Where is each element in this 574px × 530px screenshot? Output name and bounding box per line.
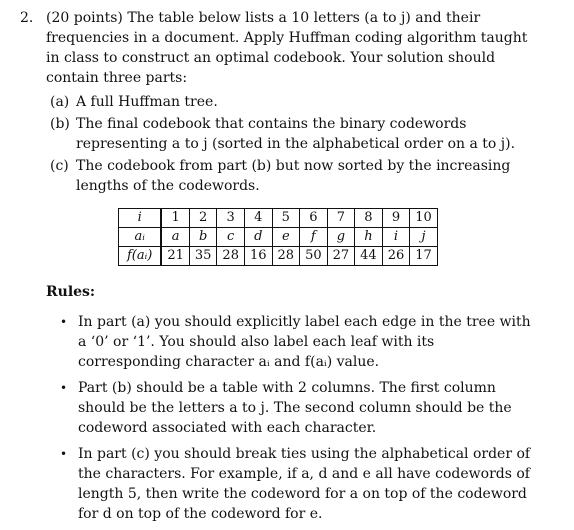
- table-cell: d: [244, 228, 272, 247]
- table-cell: 26: [382, 247, 410, 266]
- table-cell: 6: [300, 209, 328, 228]
- table-cell: 27: [327, 247, 355, 266]
- table-row: [119, 228, 438, 247]
- table-cell: h: [355, 228, 383, 247]
- part-a: [50, 92, 540, 112]
- table-cell: c: [217, 228, 245, 247]
- table-cell: 4: [244, 209, 272, 228]
- part-text: A full Huffman tree.: [76, 94, 218, 110]
- table-cell: 1: [161, 209, 189, 228]
- bullet-icon: •: [60, 447, 68, 461]
- table-cell: 9: [382, 209, 410, 228]
- table-cell: 10: [410, 209, 438, 228]
- rule-text: Part (b) should be a table with 2 columns. The first column should be the letters a to j. The second column should be the codeword associated with each character.: [78, 380, 512, 436]
- part-text: The final codebook that contains the binary codewords representing a to j (sorted in the alphabetical order on a to j).: [76, 116, 516, 152]
- bullet-icon: •: [60, 315, 68, 329]
- list-item: [60, 444, 536, 524]
- problem-statement: [20, 8, 540, 88]
- table-cell: j: [410, 228, 438, 247]
- table-cell: 2: [189, 209, 217, 228]
- part-label: (c): [50, 158, 69, 174]
- frequency-table: [118, 208, 438, 266]
- table-cell: g: [327, 228, 355, 247]
- table-cell: f: [300, 228, 328, 247]
- table-row: [119, 209, 438, 228]
- list-item: [60, 378, 536, 438]
- part-label: (a): [50, 94, 70, 110]
- list-item: [60, 312, 536, 372]
- table-cell: 16: [244, 247, 272, 266]
- part-c: [50, 156, 540, 196]
- table-cell: 50: [300, 247, 328, 266]
- table-cell: a: [161, 228, 189, 247]
- table-cell: 17: [410, 247, 438, 266]
- table-cell: 5: [272, 209, 300, 228]
- rule-text: In part (a) you should explicitly label each edge in the tree with a ‘0’ or ‘1’. You should also label each leaf with its corresponding character aᵢ and f(aᵢ) value.: [78, 314, 531, 370]
- row-header: f(aᵢ): [119, 247, 162, 266]
- table-cell: e: [272, 228, 300, 247]
- table-cell: 8: [355, 209, 383, 228]
- table-cell: 28: [272, 247, 300, 266]
- rules-heading: Rules:: [46, 284, 96, 300]
- table-row: [119, 247, 438, 266]
- part-b: [50, 114, 540, 154]
- problem-number: 2.: [20, 10, 34, 26]
- table-cell: i: [382, 228, 410, 247]
- part-label: (b): [50, 116, 70, 132]
- row-header: aᵢ: [119, 228, 162, 247]
- problem-text: (20 points) The table below lists a 10 letters (a to j) and their frequencies in a document. Apply Huffman coding algorithm taught in class to construct an optimal codebook. Your solution should contain three parts:: [46, 10, 528, 86]
- table-cell: 28: [217, 247, 245, 266]
- table-cell: 35: [189, 247, 217, 266]
- table-cell: 44: [355, 247, 383, 266]
- table-cell: 3: [217, 209, 245, 228]
- rule-text: In part (c) you should break ties using the alphabetical order of the characters. For example, if a, d and e all have codewords of length 5, then write the codeword for a on top of the codeword for d on top of the codeword for e.: [78, 446, 531, 522]
- problem-parts: [50, 92, 540, 196]
- bullet-icon: •: [60, 381, 68, 395]
- row-header: i: [119, 209, 162, 228]
- part-text: The codebook from part (b) but now sorted by the increasing lengths of the codewords.: [76, 158, 511, 194]
- table-cell: 21: [161, 247, 189, 266]
- table-cell: b: [189, 228, 217, 247]
- table-cell: 7: [327, 209, 355, 228]
- rules-list: [60, 312, 536, 530]
- problem-2: [20, 8, 540, 196]
